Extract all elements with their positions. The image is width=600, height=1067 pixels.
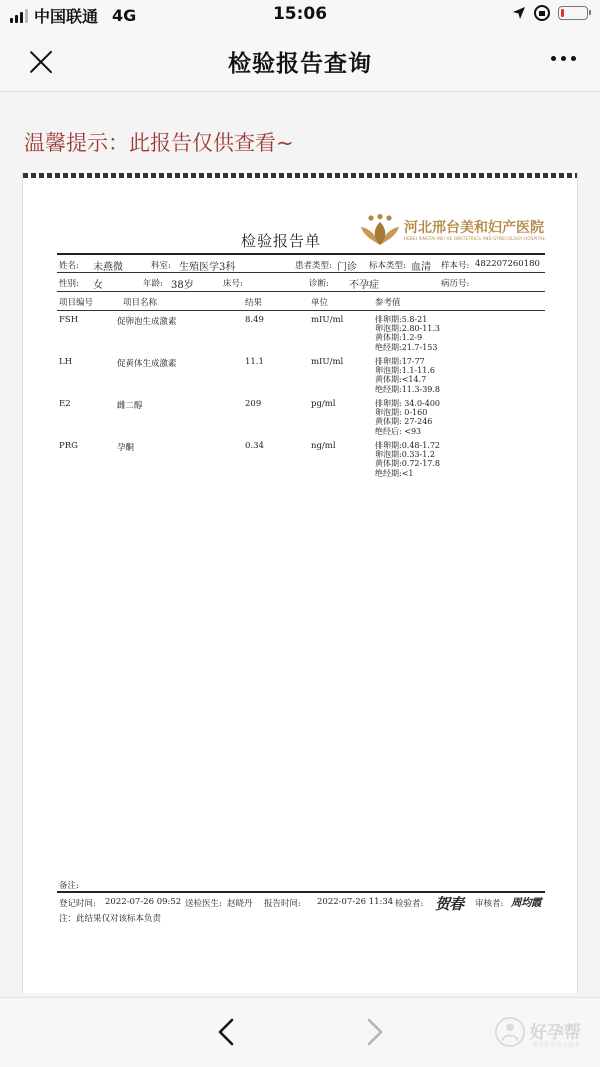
- reviewer-label: 审核者:: [475, 899, 504, 909]
- ref-line: 卵泡期:2.80-11.3: [375, 324, 441, 334]
- record-label: 病历号:: [441, 279, 470, 289]
- item-unit: mIU/ml: [311, 357, 344, 367]
- reg-time-value: 2022-07-26 09:52: [105, 897, 182, 907]
- forward-arrow-icon[interactable]: [362, 1018, 386, 1046]
- sex-value: 女: [93, 280, 103, 291]
- table-row: [23, 399, 577, 439]
- item-refs: [375, 315, 440, 352]
- reviewer-signature: 周均霞: [511, 897, 541, 909]
- col-ref: 参考值: [375, 298, 401, 308]
- ref-line: 黄体期:<14.7: [375, 375, 427, 385]
- ref-line: 卵泡期:1.1-11.6: [375, 366, 435, 376]
- ref-line: 黄体期: 27-246: [375, 417, 433, 427]
- ref-line: 绝经后: <93: [375, 426, 422, 436]
- content-area[interactable]: [0, 92, 600, 997]
- diag-label: 诊断:: [309, 279, 329, 289]
- name-label: 姓名:: [59, 261, 79, 271]
- dept-label: 科室:: [151, 261, 171, 271]
- columns-top-rule: [57, 291, 545, 292]
- network-label: 4G: [112, 6, 137, 25]
- item-code: LH: [59, 357, 73, 367]
- table-row: [23, 441, 577, 481]
- ref-line: 排卵期: 34.0-400: [375, 399, 441, 408]
- sex-label: 性别:: [59, 279, 79, 289]
- sample-label: 样本号:: [441, 261, 470, 271]
- report-time-value: 2022-07-26 11:34: [317, 897, 394, 907]
- sender-label: 送检医生:: [185, 899, 222, 909]
- status-right: [512, 5, 588, 21]
- footer-note: 注：此结果仅对该标本负责: [59, 914, 162, 924]
- more-icon[interactable]: [551, 56, 576, 61]
- ref-line: 排卵期:5.8-21: [375, 315, 428, 324]
- item-result: 209: [245, 399, 262, 409]
- item-refs: [375, 441, 440, 478]
- battery-level: [561, 9, 564, 17]
- table-row: [23, 357, 577, 397]
- page-title: 检验报告查询: [228, 51, 372, 77]
- report-top-border: [23, 173, 577, 178]
- item-refs: [375, 399, 440, 436]
- ref-line: 黄体期:0.72-17.8: [375, 459, 441, 469]
- age-label: 年龄:: [143, 279, 163, 289]
- item-code: PRG: [59, 441, 78, 451]
- sample-value: 482207260180: [475, 259, 540, 269]
- item-refs: [375, 357, 440, 394]
- tester-signature: 贺春: [435, 895, 464, 913]
- footer-rule: [57, 891, 545, 893]
- dept-value: 生殖医学3科: [179, 262, 236, 273]
- notice-text: 温馨提示：此报告仅供查看~: [24, 131, 294, 155]
- carrier-label: 中国联通: [34, 7, 99, 26]
- remark-label: 备注:: [59, 881, 79, 891]
- watermark: [494, 1014, 594, 1054]
- watermark-sub: 备孕怀孕育儿助手: [532, 1042, 581, 1049]
- stype-label: 标本类型:: [369, 261, 406, 271]
- item-code: E2: [59, 399, 71, 409]
- ref-line: 排卵期:0.48-1.72: [375, 441, 441, 450]
- item-code: FSH: [59, 315, 79, 325]
- item-result: 0.34: [245, 441, 264, 451]
- ptype-label: 患者类型:: [295, 261, 332, 271]
- hospital-name-en: HEBEI XINGTAI MEI HE OBSTETRICS AND GYNECOLOGY HOSPITAL: [404, 236, 546, 241]
- item-name: 孕酮: [117, 443, 135, 453]
- name-value: 未燕微: [93, 262, 123, 273]
- stype-value: 血清: [411, 262, 431, 273]
- item-name: 促卵泡生成激素: [117, 317, 177, 327]
- item-unit: ng/ml: [311, 441, 336, 451]
- ptype-value: 门诊: [337, 262, 357, 273]
- info-rule: [57, 272, 545, 273]
- col-unit: 单位: [311, 298, 329, 308]
- columns-bottom-rule: [57, 310, 545, 311]
- location-icon: [512, 6, 526, 20]
- item-result: 8.49: [245, 315, 264, 325]
- item-name: 雌二醇: [117, 401, 143, 411]
- ref-line: 卵泡期:0.33-1.2: [375, 450, 435, 460]
- orientation-lock-icon: [534, 5, 550, 21]
- item-unit: pg/ml: [311, 399, 336, 409]
- report-title: 检验报告单: [241, 232, 322, 250]
- back-arrow-icon[interactable]: [215, 1018, 239, 1046]
- watermark-text: 好孕帮: [530, 1023, 581, 1043]
- ref-line: 绝经期:21.7-153: [375, 342, 438, 352]
- item-unit: mIU/ml: [311, 315, 344, 325]
- status-time: 15:06: [272, 4, 328, 24]
- age-value: 38岁: [171, 280, 194, 291]
- report-sheet: [22, 173, 578, 993]
- table-row: [23, 315, 577, 355]
- ref-line: 绝经期:<1: [375, 468, 414, 478]
- ref-line: 卵泡期: 0-160: [375, 408, 428, 418]
- ref-line: 黄体期:1.2-9: [375, 333, 423, 343]
- bottom-toolbar: [0, 997, 600, 1067]
- hospital-logo: [360, 214, 570, 248]
- watermark-icon: [494, 1016, 526, 1048]
- report-time-label: 报告时间:: [264, 899, 301, 909]
- bed-label: 床号:: [223, 279, 243, 289]
- battery-icon: [558, 6, 588, 20]
- item-result: 11.1: [245, 357, 264, 367]
- hospital-name: 河北邢台美和妇产医院: [404, 220, 544, 236]
- ref-line: 绝经期:11.3-39.8: [375, 384, 441, 394]
- item-name: 促黄体生成激素: [117, 359, 177, 369]
- col-result: 结果: [245, 298, 263, 308]
- col-name: 项目名称: [123, 298, 158, 308]
- col-code: 项目编号: [59, 298, 94, 308]
- sender-value: 赵晓丹: [227, 899, 253, 909]
- ref-line: 排卵期:17-77: [375, 357, 425, 366]
- reg-time-label: 登记时间:: [59, 899, 96, 909]
- tester-label: 检验者:: [395, 899, 424, 909]
- header-rule: [57, 253, 545, 255]
- lotus-logo-icon: [360, 214, 400, 248]
- status-bar: [0, 0, 600, 30]
- nav-bar: [0, 30, 600, 92]
- diag-value: 不孕症: [349, 280, 379, 291]
